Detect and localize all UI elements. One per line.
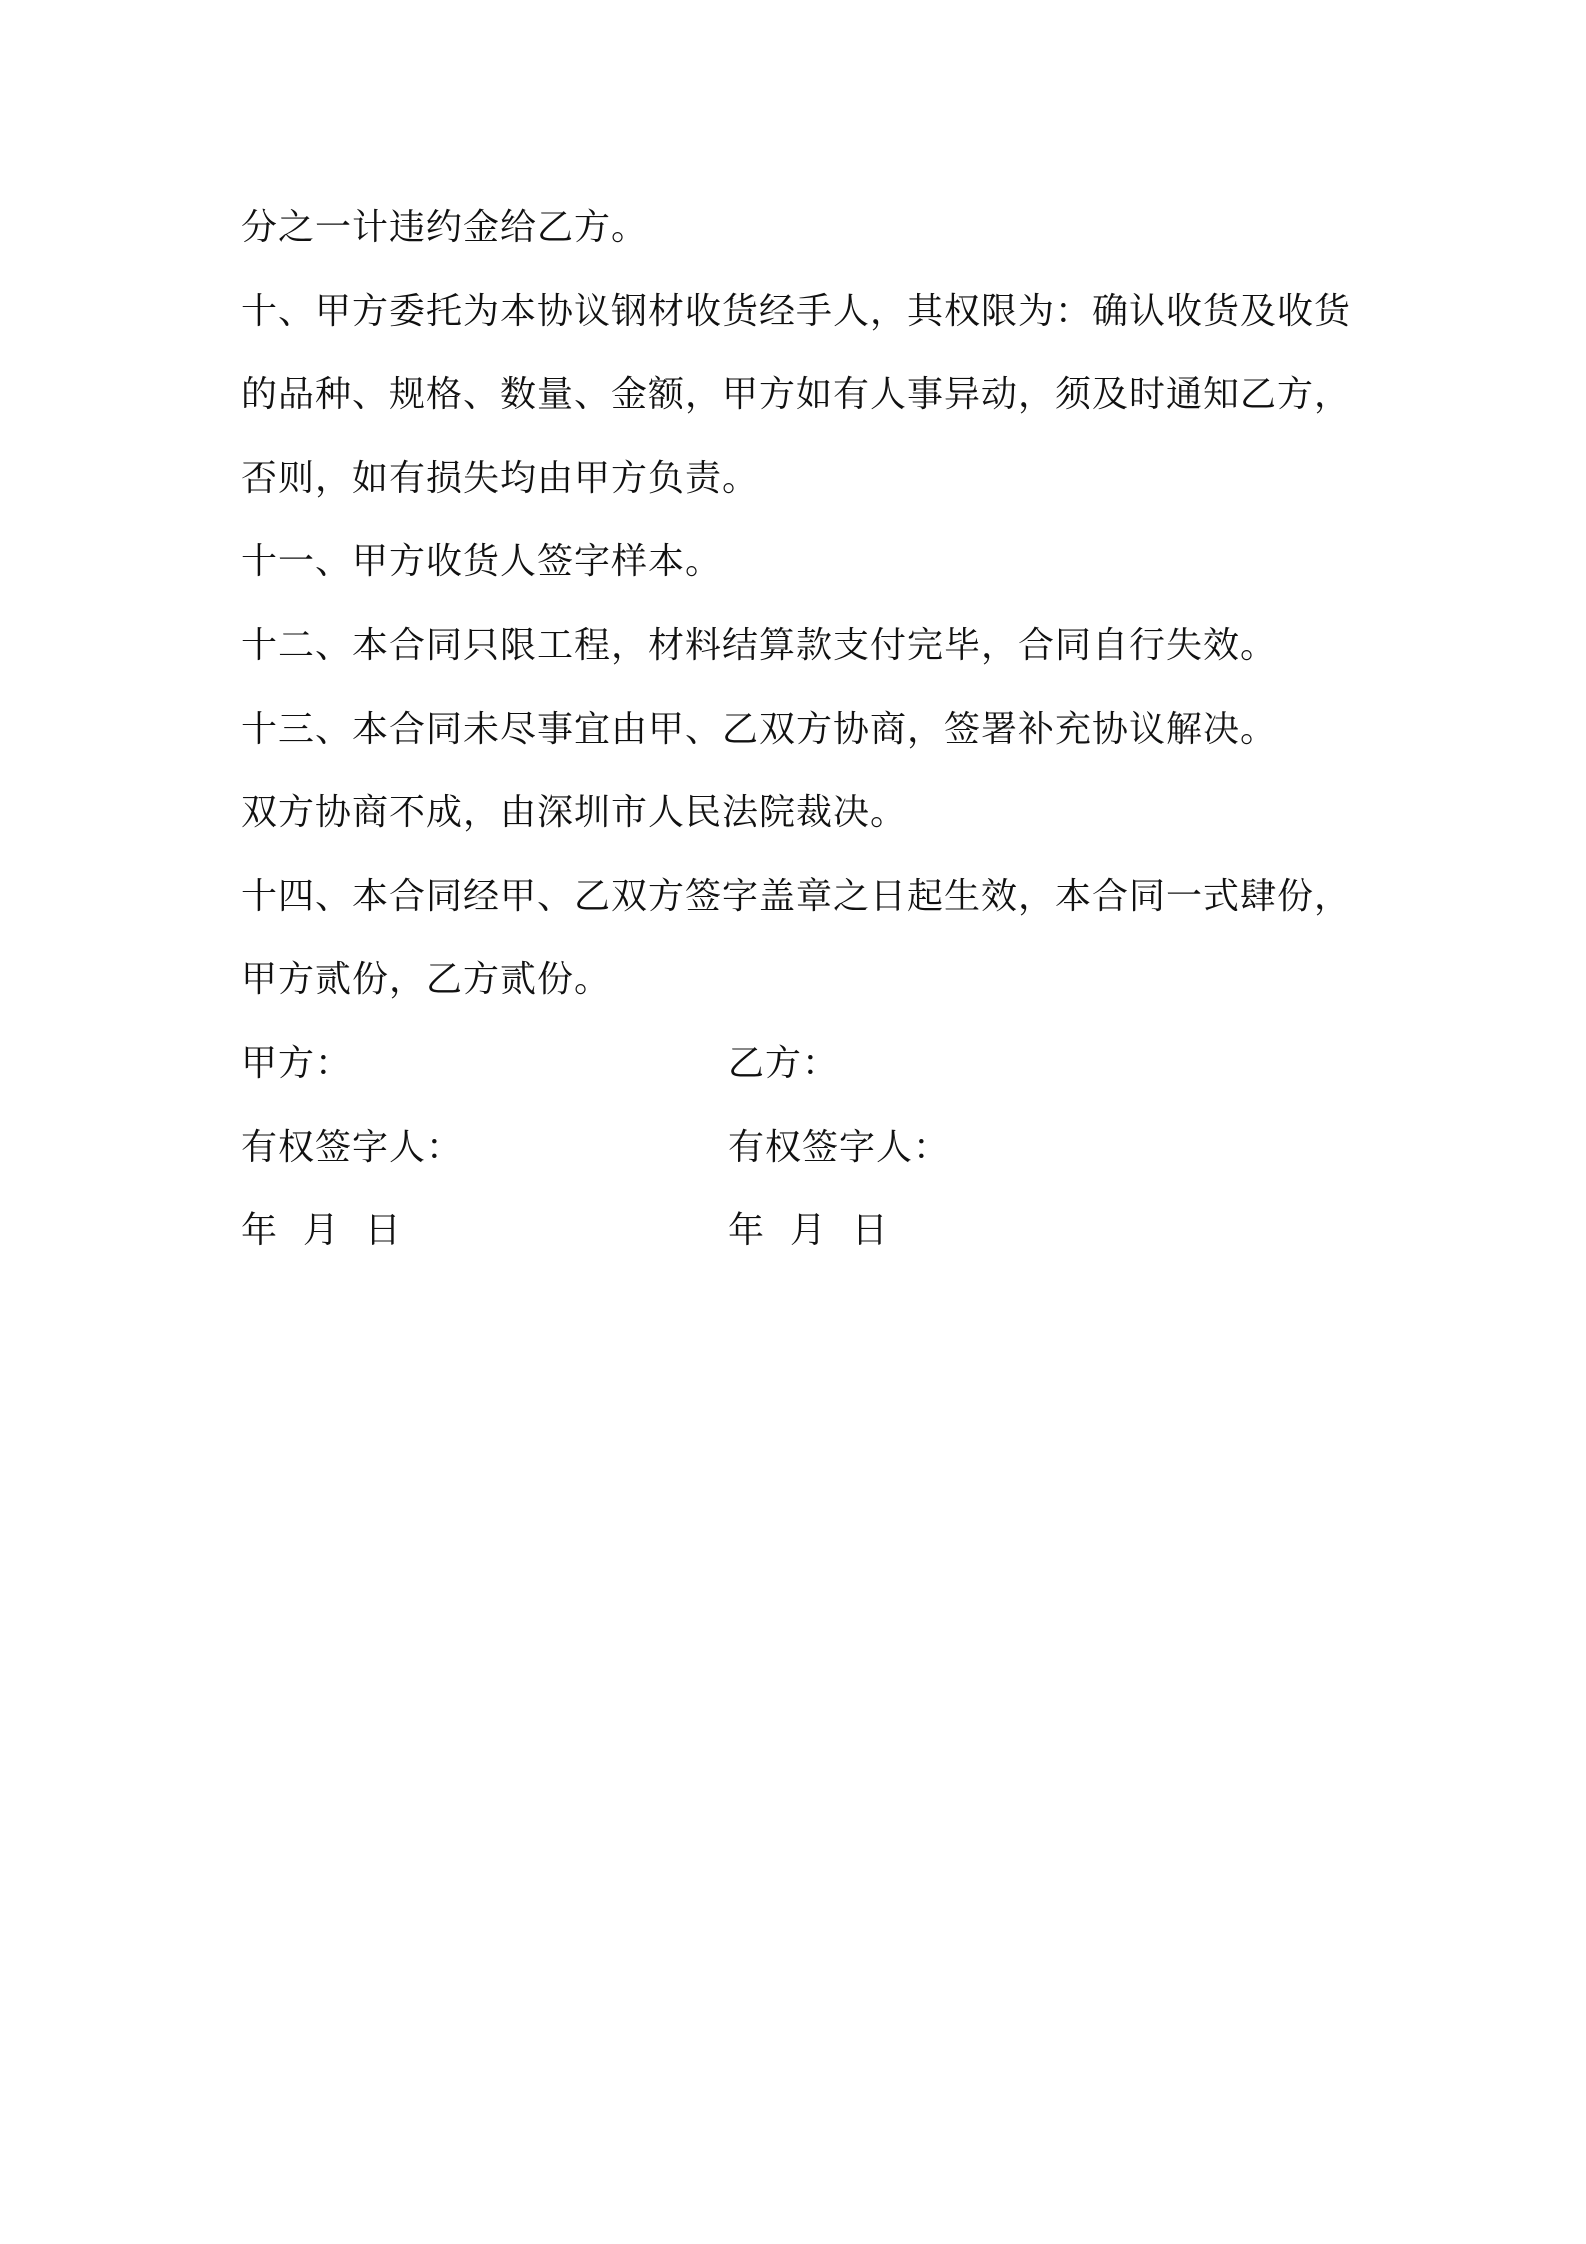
date-a: 年 月 日 [241, 1210, 402, 1251]
signer-a-label: 有权签字人： [241, 1127, 464, 1168]
paragraph-line: 分之一计违约金给乙方。 [241, 207, 649, 248]
party-b-label: 乙方： [728, 1043, 840, 1084]
paragraph-line: 十、甲方委托为本协议钢材收货经手人，其权限为：确认收货及收货 [241, 291, 1352, 332]
paragraph-line: 甲方贰份，乙方贰份。 [241, 959, 612, 1000]
paragraph-line: 十四、本合同经甲、乙双方签字盖章之日起生效，本合同一式肆份， [241, 876, 1352, 917]
paragraph-line: 十三、本合同未尽事宜由甲、乙双方协商，签署补充协议解决。 [241, 709, 1278, 750]
paragraph-line: 十一、甲方收货人签字样本。 [241, 541, 723, 582]
paragraph-line: 十二、本合同只限工程，材料结算款支付完毕，合同自行失效。 [241, 625, 1278, 666]
paragraph-line: 的品种、规格、数量、金额，甲方如有人事异动，须及时通知乙方， [241, 374, 1352, 415]
party-a-label: 甲方： [241, 1043, 353, 1084]
signer-b-label: 有权签字人： [728, 1127, 951, 1168]
paragraph-line: 否则，如有损失均由甲方负责。 [241, 458, 760, 499]
paragraph-line: 双方协商不成，由深圳市人民法院裁决。 [241, 792, 908, 833]
date-b: 年 月 日 [728, 1210, 889, 1251]
